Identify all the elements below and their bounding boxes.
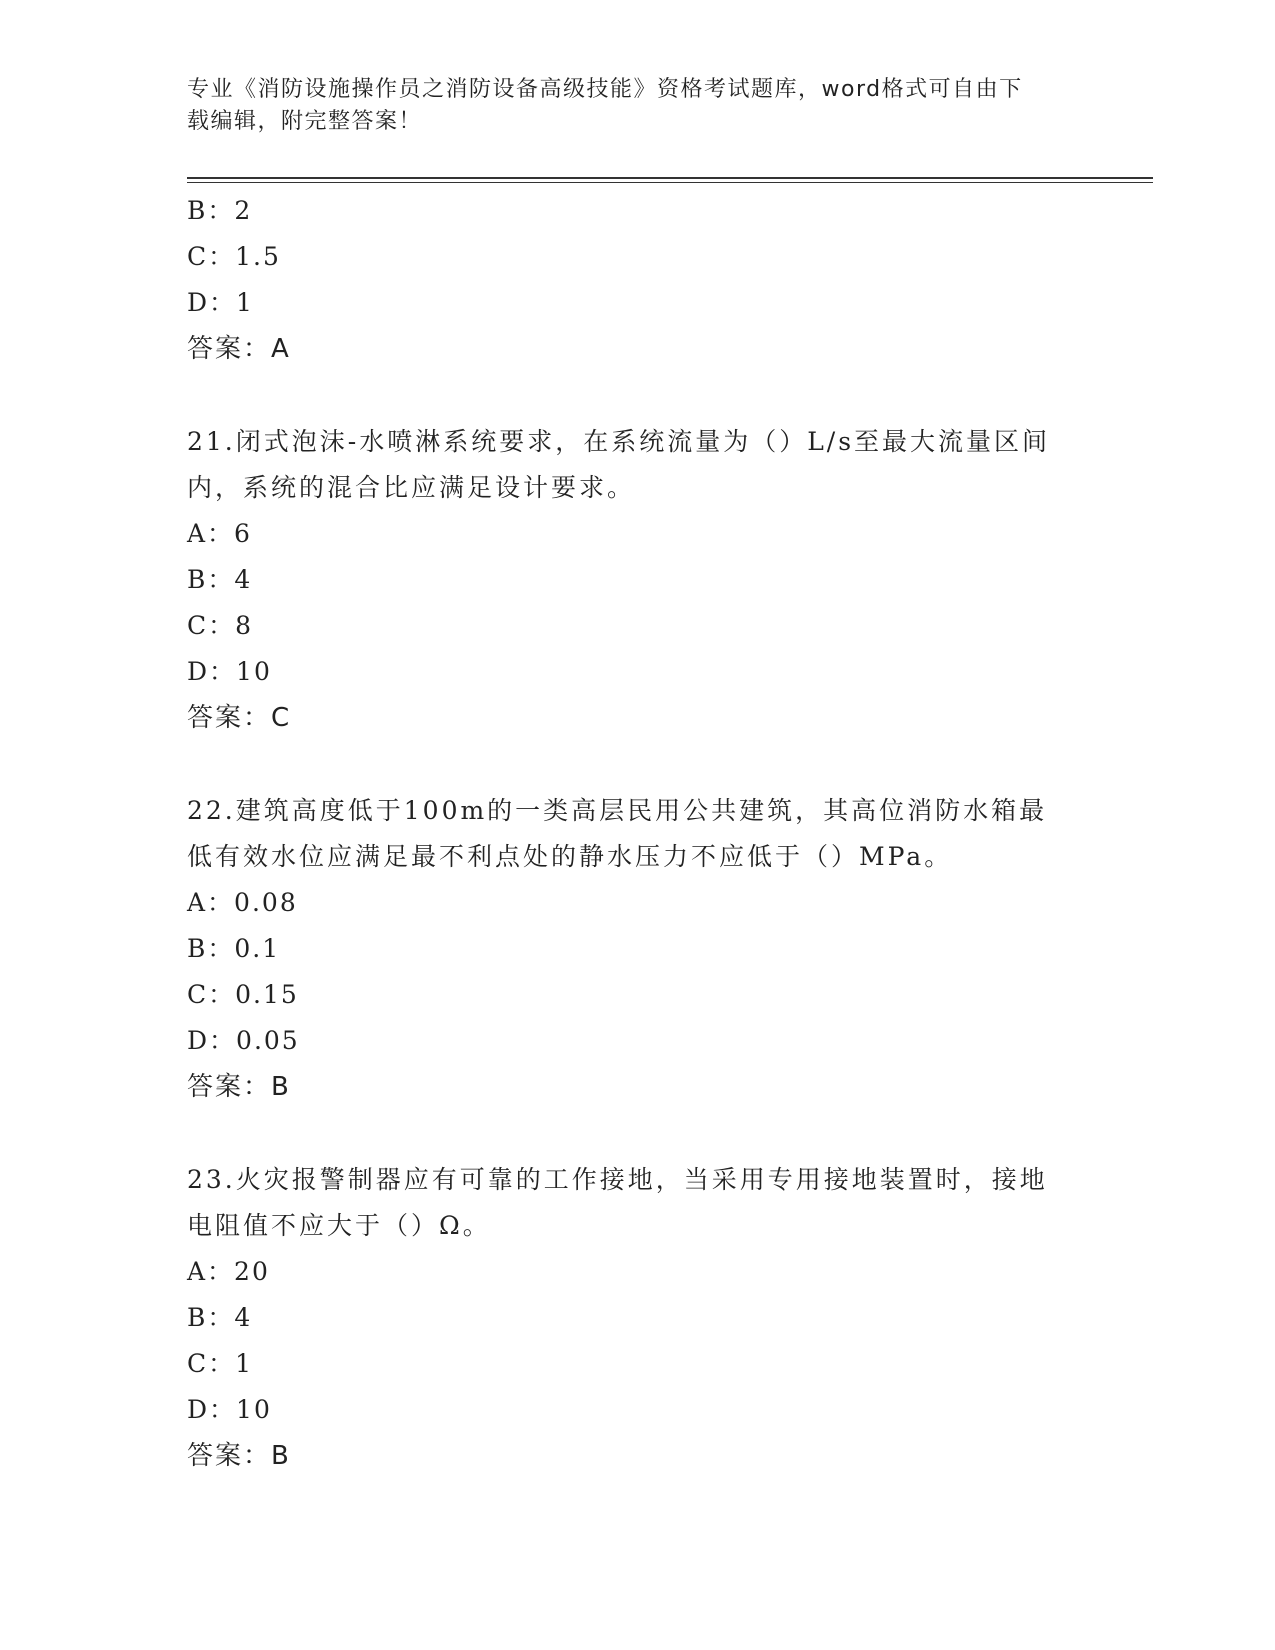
option-b: B：4 <box>187 565 253 594</box>
question-text-line-1: 23.火灾报警制器应有可靠的工作接地，当采用专用接地装置时，接地 <box>187 1165 1048 1194</box>
answer-line: 答案：B <box>187 1441 291 1471</box>
question-text-line-2: 电阻值不应大于（）Ω。 <box>187 1211 491 1240</box>
answer-line: 答案：B <box>187 1072 291 1102</box>
option-d: D：10 <box>187 1395 272 1424</box>
question-22 <box>187 788 1087 1110</box>
question-text-line-2: 内，系统的混合比应满足设计要求。 <box>187 473 636 502</box>
answer-line: 答案：C <box>187 703 292 733</box>
option-c: C：1 <box>187 1349 254 1378</box>
option-c: C：0.15 <box>187 980 299 1009</box>
option-b: B：4 <box>187 1303 253 1332</box>
header-line-1: 专业《消防设施操作员之消防设备高级技能》资格考试题库，word格式可自由下 <box>187 77 1023 102</box>
option-a: A：6 <box>187 519 252 548</box>
option-d: D：10 <box>187 657 272 686</box>
header-line-2: 载编辑，附完整答案！ <box>187 109 423 134</box>
header-divider-thick <box>187 177 1153 179</box>
question-21 <box>187 419 1087 741</box>
question-text-line-2: 低有效水位应满足最不利点处的静水压力不应低于（）MPa。 <box>187 842 953 871</box>
header-divider-thin <box>187 182 1153 183</box>
option-a: A：20 <box>187 1257 270 1286</box>
option-a: A：0.08 <box>187 888 298 917</box>
option-d: D：0.05 <box>187 1026 300 1055</box>
question-list <box>187 188 1087 1479</box>
question-23 <box>187 1157 1087 1479</box>
option-d: D：1 <box>187 288 254 317</box>
question-text-line-1: 22.建筑高度低于100m的一类高层民用公共建筑，其高位消防水箱最 <box>187 796 1048 825</box>
option-b: B：2 <box>187 196 253 225</box>
option-b: B：0.1 <box>187 934 281 963</box>
option-c: C：8 <box>187 611 254 640</box>
answer-line: 答案：A <box>187 334 291 364</box>
option-c: C：1.5 <box>187 242 281 271</box>
previous-question-tail <box>187 188 1087 372</box>
question-text-line-1: 21.闭式泡沫-水喷淋系统要求，在系统流量为（）L/s至最大流量区间 <box>187 427 1051 456</box>
document-header <box>187 74 1067 138</box>
